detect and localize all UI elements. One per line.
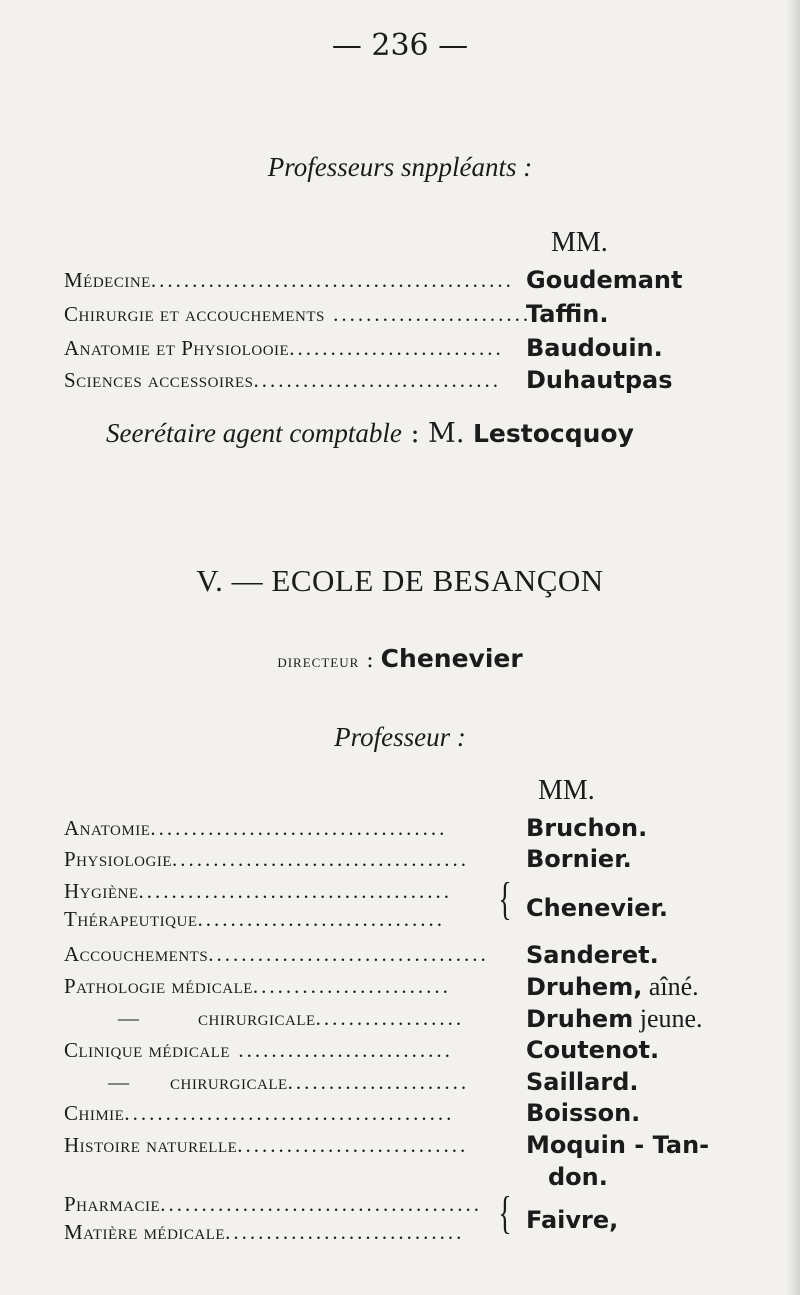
row-name: Taffin. [526, 300, 609, 328]
name-part: jeune. [633, 1004, 703, 1033]
list-item: Anatomie.................................... [64, 816, 448, 840]
ditto-dash: — [118, 1006, 139, 1030]
list-item: Clinique médicale .......................... [64, 1038, 453, 1062]
row-name: Goudemant [526, 266, 683, 294]
director-name: Chenevier [380, 644, 523, 673]
row-name [526, 1004, 703, 1034]
brace: { [498, 873, 512, 924]
list-item: Histoire naturelle............................ [64, 1133, 469, 1157]
row-label: Chirurgie et accouchements [64, 302, 325, 326]
name-part: aîné. [642, 972, 699, 1001]
name-part: Druhem [526, 1005, 634, 1033]
row-label: Sciences accessoires [64, 368, 254, 392]
row-label: Hygiène [64, 879, 139, 903]
ditto-dash: — [108, 1070, 129, 1094]
director-line [0, 644, 800, 673]
row-label: Médecine [64, 268, 151, 292]
row-name: Moquin - Tan- [526, 1131, 710, 1159]
list-item: — chirurgicale.................. [118, 1006, 465, 1030]
row-name: Chenevier. [526, 894, 669, 922]
row-name: Baudouin. [526, 334, 663, 362]
section1-heading: Professeurs snppléants : [267, 152, 533, 182]
row-label: chirurgicale [198, 1006, 316, 1030]
list-item: Thérapeutique.............................. [64, 907, 445, 931]
director-sep: : [359, 648, 381, 673]
secretary-line [106, 418, 634, 449]
row-label: Histoire naturelle [64, 1133, 238, 1157]
list-item: Chirurgie et accouchements .......................... [64, 302, 548, 326]
page-number: — 236 — [331, 28, 469, 63]
row-name: Sanderet. [526, 941, 659, 969]
list-item: Pathologie médicale........................ [64, 974, 451, 998]
row-name: Saillard. [526, 1068, 639, 1096]
list-item: Anatomie et Physiolooie.......................... [64, 336, 504, 360]
list-item: — chirurgicale...................... [108, 1070, 470, 1094]
section2-heading: Professeur : [334, 722, 466, 752]
row-name: Bruchon. [526, 814, 648, 842]
list-item: Accouchements.................................. [64, 942, 489, 966]
row-label: chirurgicale [170, 1070, 288, 1094]
list-item: Médecine............................................ [64, 268, 514, 292]
list-item: Pharmacie....................................... [64, 1192, 482, 1216]
row-label: Chimie [64, 1101, 125, 1125]
row-name [526, 972, 699, 1002]
director-label: directeur [277, 651, 360, 672]
list-item: Hygiène...................................... [64, 879, 452, 903]
secretary-name: Lestocquoy [472, 419, 634, 448]
row-name: Faivre, [526, 1206, 619, 1234]
row-label: Pathologie médicale [64, 974, 253, 998]
row-label: Thérapeutique [64, 907, 198, 931]
list-item: Chimie........................................ [64, 1101, 455, 1125]
section2-title: V. — ECOLE DE BESANÇON [196, 563, 604, 598]
list-item: Physiologie.................................... [64, 847, 469, 871]
row-label: Clinique médicale [64, 1038, 231, 1062]
section1-mm: MM. [551, 227, 608, 258]
list-item: Matière médicale............................. [64, 1220, 465, 1244]
list-item: Sciences accessoires.............................. [64, 368, 501, 392]
row-name-continuation: don. [548, 1163, 608, 1191]
secretary-sep: : M. [401, 418, 473, 449]
row-label: Matière médicale [64, 1220, 226, 1244]
row-label: Anatomie [64, 816, 151, 840]
row-label: Pharmacie [64, 1192, 161, 1216]
section2-mm: MM. [538, 775, 595, 806]
row-label: Physiologie [64, 847, 172, 871]
row-name: Duhautpas [526, 366, 673, 394]
brace: { [498, 1187, 512, 1238]
row-label: Anatomie et Physiolooie [64, 336, 290, 360]
row-label: Accouchements [64, 942, 209, 966]
row-name: Boisson. [526, 1099, 641, 1127]
row-name: Bornier. [526, 845, 632, 873]
row-name: Coutenot. [526, 1036, 660, 1064]
name-part: Druhem, [526, 973, 643, 1001]
secretary-label: Seerétaire agent comptable [106, 418, 402, 448]
